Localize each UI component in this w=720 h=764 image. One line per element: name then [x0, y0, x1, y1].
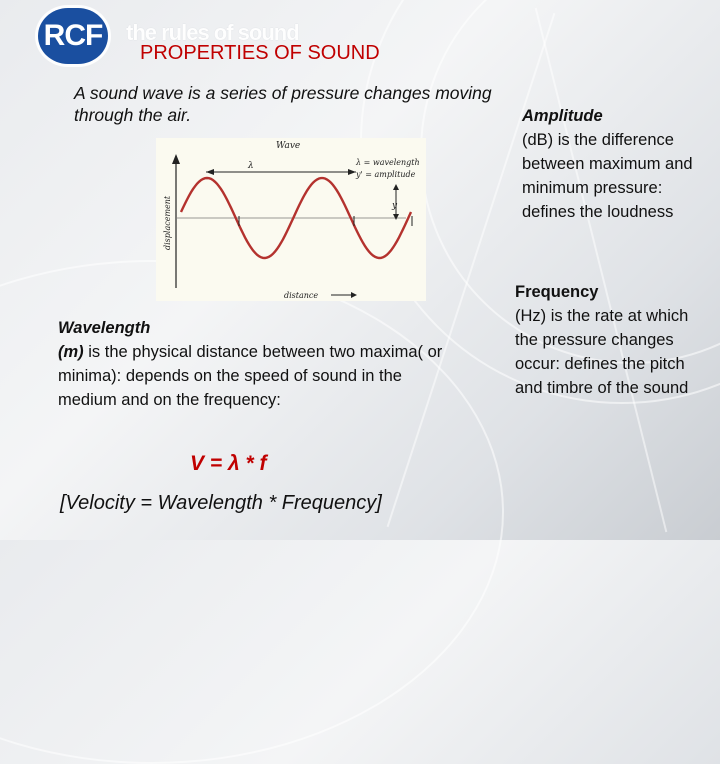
- rcf-logo: [38, 8, 108, 64]
- wave-diagram-svg: [156, 138, 426, 301]
- frequency-text: (Hz) is the rate at which the pressure changes occur: defines the pitch and timbre of the sound: [515, 307, 689, 397]
- wavelength-unit: (m): [58, 343, 84, 361]
- wavelength-term: Wavelength: [58, 319, 151, 337]
- legend-wavelength: λ = wavelength: [356, 158, 420, 167]
- wave-diagram: [156, 138, 426, 301]
- legend-amplitude: y' = amplitude: [356, 170, 416, 179]
- frequency-term: Frequency: [515, 283, 599, 301]
- frequency-description: [515, 280, 705, 400]
- intro-text: A sound wave is a series of pressure changes moving through the air.: [74, 83, 492, 125]
- y-axis-arrowhead: [172, 154, 180, 164]
- velocity-formula: V = λ * f: [190, 452, 267, 475]
- wavelength-symbol: λ: [248, 161, 254, 171]
- logo-text: RCF: [43, 19, 103, 52]
- amplitude-symbol: y: [392, 201, 398, 211]
- wave-label: Wave: [276, 141, 301, 151]
- x-axis-label: distance: [284, 291, 319, 300]
- amplitude-arrow-tail: [393, 214, 399, 220]
- x-axis-arrowhead: [351, 292, 357, 298]
- amplitude-description: [522, 104, 717, 224]
- amplitude-term: Amplitude: [522, 107, 603, 125]
- wavelength-arrow-left-head: [206, 169, 214, 175]
- wavelength-text: is the physical distance between two maxima( or minima): depends on the speed of sound in the medium and on the frequency:: [58, 343, 443, 409]
- formula-explanation: [Velocity = Wavelength * Frequency]: [60, 492, 382, 514]
- wavelength-description: [58, 316, 458, 412]
- amplitude-arrow-head: [393, 184, 399, 190]
- slide-title: PROPERTIES OF SOUND: [140, 42, 380, 64]
- amplitude-text: (dB) is the difference between maximum and minimum pressure: defines the loudness: [522, 131, 693, 221]
- y-axis-label: displacement: [163, 195, 172, 250]
- wavelength-arrow-right-head: [348, 169, 356, 175]
- brand-tagline: the rules of sound: [126, 20, 299, 45]
